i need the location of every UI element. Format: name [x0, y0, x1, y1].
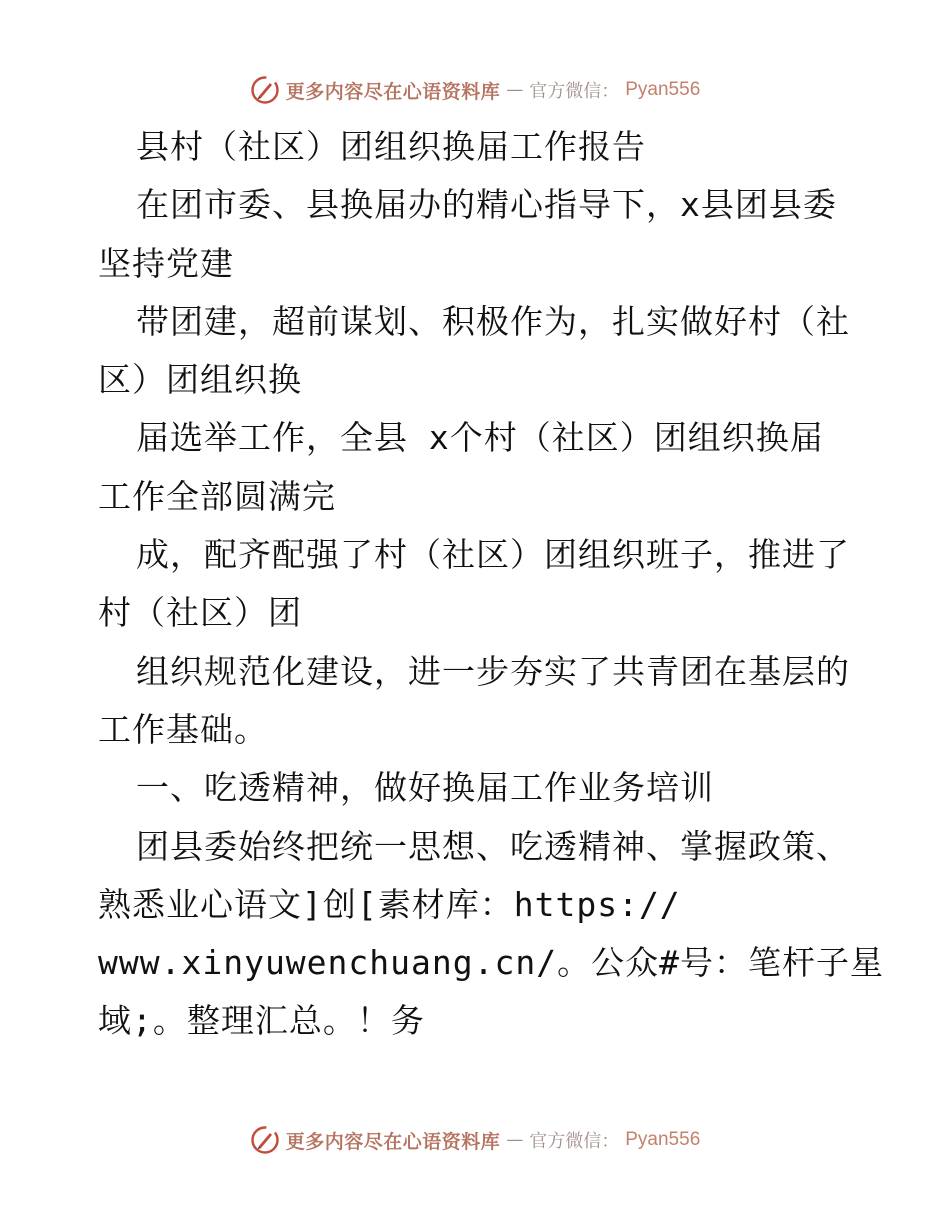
quill-seal-icon [250, 75, 280, 105]
document-title: 县村（社区）团组织换届工作报告 [136, 127, 646, 166]
paragraph-line: 坚持党建 [98, 243, 234, 283]
watermark-header [0, 70, 950, 110]
watermark-contact-id: Pyan556 [625, 1129, 701, 1150]
watermark-footer [0, 1120, 950, 1160]
watermark-contact-label: 官方微信： [529, 81, 620, 102]
watermark-site-text: 更多内容尽在心语资料库 [285, 1130, 501, 1153]
paragraph-line: 组织规范化建设，进一步夯实了共青团在基层的 [136, 651, 850, 691]
watermark-contact-label: 官方微信： [529, 1131, 620, 1152]
paragraph-line: 熟悉业心语文]创[素材库：https:// [98, 884, 681, 924]
watermark-separator: — [506, 1130, 524, 1150]
paragraph-line: 工作全部圆满完 [98, 476, 336, 516]
paragraph-line: 届选举工作，全县 x个村（社区）团组织换届 [136, 418, 824, 458]
quill-seal-icon [250, 1125, 280, 1155]
watermark-site-text: 更多内容尽在心语资料库 [285, 80, 501, 103]
paragraph-line: 成，配齐配强了村（社区）团组织班子，推进了 [136, 535, 850, 575]
watermark-separator: — [506, 80, 524, 100]
paragraph-line: 带团建，超前谋划、积极作为，扎实做好村（社 [136, 301, 850, 341]
paragraph-line: 团县委始终把统一思想、吃透精神、掌握政策、 [136, 826, 850, 866]
paragraph-line: 工作基础。 [98, 709, 268, 749]
paragraph-line: www.xinyuwenchuang.cn/。公众#号：笔杆子星 [98, 943, 884, 983]
watermark-contact-id: Pyan556 [625, 79, 701, 100]
paragraph-line: 域;。整理汇总。！务 [98, 1001, 425, 1041]
section-heading: 一、吃透精神，做好换届工作业务培训 [136, 768, 714, 808]
paragraph-line: 在团市委、县换届办的精心指导下，x县团县委 [136, 185, 837, 225]
paragraph-line: 村（社区）团 [98, 593, 302, 633]
paragraph-line: 区）团组织换 [98, 360, 302, 400]
document-body [98, 118, 884, 1051]
